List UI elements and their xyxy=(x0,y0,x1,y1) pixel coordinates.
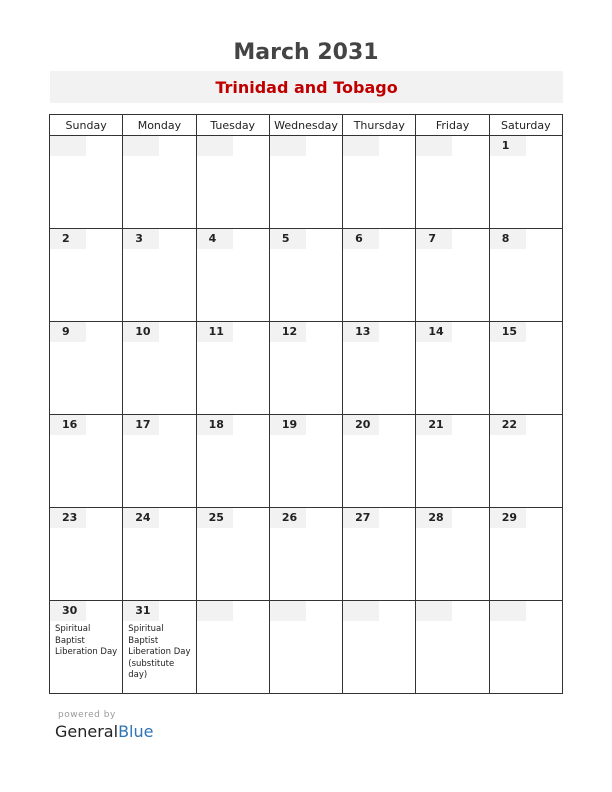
day-cell xyxy=(343,601,416,694)
day-cell xyxy=(269,415,342,508)
week-row xyxy=(50,322,563,415)
day-number: 22 xyxy=(490,415,526,435)
day-cell xyxy=(269,508,342,601)
day-number: 16 xyxy=(50,415,86,435)
day-number: 19 xyxy=(270,415,306,435)
weekday-header-row xyxy=(50,115,563,136)
day-cell xyxy=(343,322,416,415)
day-cell xyxy=(50,136,123,229)
day-number: 21 xyxy=(416,415,452,435)
day-cell xyxy=(269,136,342,229)
day-number: 20 xyxy=(343,415,379,435)
day-cell xyxy=(50,322,123,415)
day-number: 2 xyxy=(50,229,86,249)
day-cell xyxy=(489,322,562,415)
brand-name-part1: General xyxy=(55,722,119,741)
day-number: 6 xyxy=(343,229,379,249)
day-number xyxy=(123,136,159,156)
day-number xyxy=(270,601,306,621)
week-row xyxy=(50,601,563,694)
day-cell xyxy=(343,229,416,322)
day-number: 3 xyxy=(123,229,159,249)
day-number: 29 xyxy=(490,508,526,528)
day-cell xyxy=(416,415,489,508)
day-cell xyxy=(489,508,562,601)
weekday-tuesday: Tuesday xyxy=(196,115,269,136)
calendar-grid xyxy=(49,114,563,694)
day-number xyxy=(343,136,379,156)
day-cell xyxy=(196,229,269,322)
day-number xyxy=(343,601,379,621)
day-cell xyxy=(416,508,489,601)
day-cell xyxy=(50,415,123,508)
day-number xyxy=(490,601,526,621)
day-number: 4 xyxy=(197,229,233,249)
day-cell xyxy=(489,229,562,322)
day-cell xyxy=(416,322,489,415)
day-cell xyxy=(489,136,562,229)
day-cell xyxy=(343,415,416,508)
day-cell xyxy=(123,136,196,229)
day-cell xyxy=(123,322,196,415)
weekday-monday: Monday xyxy=(123,115,196,136)
day-number xyxy=(270,136,306,156)
day-number: 23 xyxy=(50,508,86,528)
day-number: 7 xyxy=(416,229,452,249)
day-cell xyxy=(416,601,489,694)
day-cell xyxy=(123,601,196,694)
day-number: 13 xyxy=(343,322,379,342)
day-cell xyxy=(489,415,562,508)
day-number xyxy=(50,136,86,156)
week-row xyxy=(50,508,563,601)
country-banner: Trinidad and Tobago xyxy=(50,71,563,103)
day-cell xyxy=(196,601,269,694)
day-cell xyxy=(123,415,196,508)
day-cell xyxy=(269,601,342,694)
day-number: 30 xyxy=(50,601,86,621)
day-number: 17 xyxy=(123,415,159,435)
day-number xyxy=(197,136,233,156)
day-number: 28 xyxy=(416,508,452,528)
day-cell xyxy=(196,508,269,601)
brand-name-part2: Blue xyxy=(118,722,154,741)
day-number: 12 xyxy=(270,322,306,342)
day-number xyxy=(197,601,233,621)
day-number: 11 xyxy=(197,322,233,342)
day-cell xyxy=(269,322,342,415)
page-title: March 2031 xyxy=(233,40,379,65)
day-cell xyxy=(269,229,342,322)
day-cell xyxy=(50,508,123,601)
day-cell xyxy=(416,229,489,322)
day-cell xyxy=(50,229,123,322)
weekday-sunday: Sunday xyxy=(50,115,123,136)
weekday-friday: Friday xyxy=(416,115,489,136)
day-cell xyxy=(343,136,416,229)
holiday-label: Spiritual Baptist Liberation Day (substitute day) xyxy=(128,624,191,680)
day-number: 14 xyxy=(416,322,452,342)
day-number xyxy=(416,601,452,621)
day-number: 31 xyxy=(123,601,159,621)
day-number: 9 xyxy=(50,322,86,342)
day-cell xyxy=(123,229,196,322)
day-number: 15 xyxy=(490,322,526,342)
day-cell xyxy=(196,322,269,415)
week-row xyxy=(50,415,563,508)
day-cell xyxy=(123,508,196,601)
day-number: 8 xyxy=(490,229,526,249)
day-number: 27 xyxy=(343,508,379,528)
day-cell xyxy=(489,601,562,694)
weekday-thursday: Thursday xyxy=(343,115,416,136)
weekday-saturday: Saturday xyxy=(489,115,562,136)
day-number: 18 xyxy=(197,415,233,435)
week-row xyxy=(50,136,563,229)
day-cell xyxy=(416,136,489,229)
day-number: 10 xyxy=(123,322,159,342)
day-cell xyxy=(50,601,123,694)
day-number: 26 xyxy=(270,508,306,528)
powered-by-label: powered by xyxy=(58,710,116,720)
holiday-label: Spiritual Baptist Liberation Day xyxy=(55,624,118,657)
day-number: 24 xyxy=(123,508,159,528)
week-row xyxy=(50,229,563,322)
weekday-wednesday: Wednesday xyxy=(269,115,342,136)
day-number: 5 xyxy=(270,229,306,249)
day-number: 1 xyxy=(490,136,526,156)
generalblue-logo[interactable] xyxy=(55,722,153,741)
day-cell xyxy=(196,415,269,508)
day-number: 25 xyxy=(197,508,233,528)
day-number xyxy=(416,136,452,156)
day-cell xyxy=(343,508,416,601)
day-cell xyxy=(196,136,269,229)
